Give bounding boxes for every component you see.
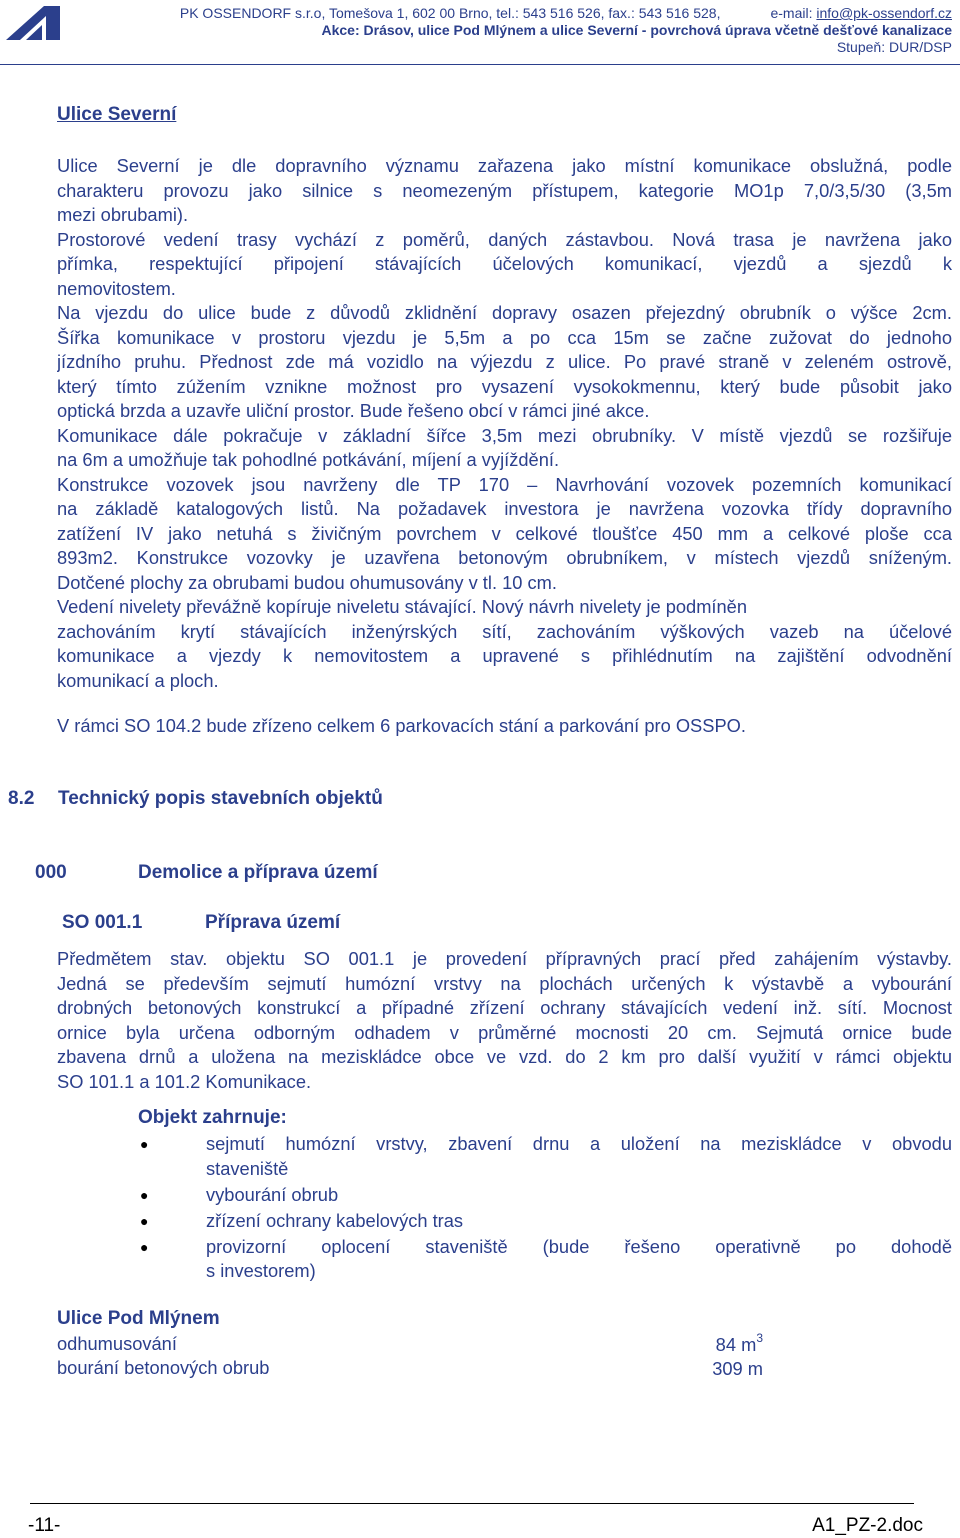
heading-text: Demolice a příprava území: [138, 862, 378, 883]
quantity-row: [57, 1333, 763, 1358]
quantity-label: odhumusování: [57, 1333, 177, 1354]
page-number: -11-: [28, 1515, 61, 1536]
bullet-icon: ●: [140, 1136, 149, 1152]
text-line: komunikací a ploch.: [57, 669, 219, 691]
text-line: přímka, respektující připojení stávajících účelových komunikací, vjezdů a sjezdů k: [57, 253, 952, 274]
header-project: Akce: Drásov, ulice Pod Mlýnem a ulice Severní - povrchová úprava včetně dešťové kanalizace: [321, 22, 952, 38]
text-line: 893m2. Konstrukce vozovky je uzavřena betonovým obrubníkem, v místech vjezdů sníženým.: [57, 547, 952, 568]
text-line: nemovitostem.: [57, 277, 176, 299]
text-line: optická brzda a uzavře uliční prostor. Bude řešeno obcí v rámci jiné akce.: [57, 400, 650, 421]
text-line: Jedná se především sejmutí humózní vrstvy na plochách určených k výstavbě a vybourání: [57, 972, 952, 994]
text-line: zřízení ochrany kabelových tras: [206, 1209, 464, 1231]
heading-number: SO 001.1: [62, 912, 143, 933]
pod-mlynem-title: Ulice Pod Mlýnem: [57, 1308, 220, 1329]
heading-text: Technický popis stavebních objektů: [58, 788, 383, 809]
heading-number: 8.2: [8, 788, 35, 809]
list-item: [140, 1209, 952, 1234]
heading-000: [35, 862, 378, 884]
heading-8-2: [8, 788, 383, 810]
quantity-row: [57, 1357, 763, 1382]
text-line: který tímto zúžením vznikne možnost pro vysazení vysokokmennu, který bude působit jako: [57, 375, 952, 397]
text-line: Prostorové vedení trasy vychází z poměrů, daných zástavbou. Nová trasa je navržena jako: [57, 228, 952, 250]
text-line: zbavena drnů a uložena na meziskládce obce ve vzd. do 2 km pro další využití v rámci objektu: [57, 1046, 952, 1067]
so001-paragraph: [57, 947, 952, 1094]
header-company: PK OSSENDORF s.r.o, Tomešova 1, 602 00 Brno, tel.: 543 516 526, fax.: 543 516 528,: [179, 5, 721, 21]
list-item: [140, 1235, 952, 1284]
text-line: mezi obrubami).: [57, 204, 189, 225]
objekt-bullet-list: [140, 1132, 952, 1285]
bullet-icon: ●: [140, 1212, 149, 1229]
section-title-severni: Ulice Severní: [57, 104, 177, 125]
text-line: drobných betonových konstrukcí a případné zřízení ochrany stávajících vedení inž. sítí. Mocnost: [57, 997, 952, 1018]
text-line: Komunikace dále pokračuje v základní šířce 3,5m mezi obrubníky. V místě vjezdů se rozšiřuje: [57, 424, 952, 446]
text-line: Ulice Severní je dle dopravního významu zařazena jako místní komunikace obslužná, podle: [57, 155, 952, 176]
text-line: Na vjezdu do ulice bude z důvodů zklidnění dopravy osazen přejezdný obrubník o výšce 2cm.: [57, 302, 952, 323]
header-divider: [0, 64, 960, 65]
header-stage: Stupeň: DUR/DSP: [836, 39, 952, 55]
parking-sentence: V rámci SO 104.2 bude zřízeno celkem 6 parkovacích stání a parkování pro OSSPO.: [57, 715, 746, 736]
text-line: sejmutí humózní vrstvy, zbavení drnu a uložení na meziskládce v obvodu: [206, 1133, 952, 1154]
list-item: [140, 1183, 952, 1208]
severni-paragraph: [57, 154, 952, 693]
text-line: SO 101.1 a 101.2 Komunikace.: [57, 1070, 312, 1092]
text-line: provizorní oplocení staveniště (bude řešeno operativně po dohodě: [206, 1235, 952, 1257]
text-line: vybourání obrub: [206, 1183, 339, 1205]
quantity-value: 309 m: [712, 1358, 763, 1380]
quantity-value: 84 $m^3$: [715, 1331, 763, 1356]
bullet-icon: ●: [140, 1186, 149, 1203]
text-line: s investorem): [206, 1260, 316, 1281]
text-line: zachováním krytí stávajících inženýrských sítí, zachováním výškových vazeb na účelové: [57, 620, 952, 642]
footer-divider: [30, 1503, 914, 1504]
company-logo: [6, 6, 60, 40]
text-line: Šířka komunikace v prostoru vjezdu je 5,5m a po cca 15m se začne zužovat do jednoho: [57, 326, 952, 348]
text-line: zatížení IV jako netuhá s živičným povrchem v celkové tloušťce 450 mm a celkové ploše cca: [57, 522, 952, 544]
heading-text: Příprava území: [205, 912, 341, 933]
quantity-label: bourání betonových obrub: [57, 1357, 270, 1378]
text-line: na základě katalogových listů. Na požadavek investora je navržena vozovka třídy dopravního: [57, 498, 952, 519]
objekt-zahrnuje-label: Objekt zahrnuje:: [138, 1107, 287, 1128]
list-item: [140, 1132, 952, 1181]
text-line: Dotčené plochy za obrubami budou ohumusovány v tl. 10 cm.: [57, 571, 557, 593]
text-line: Předmětem stav. objektu SO 001.1 je provedení přípravných prací před zahájením výstavby.: [57, 948, 952, 969]
heading-number: 000: [35, 862, 67, 883]
text-line: na 6m a umožňuje tak pohodlné potkávání, míjení a vyjíždění.: [57, 449, 560, 470]
header-company-line: [180, 5, 952, 21]
text-line: Vedení nivelety převážně kopíruje niveletu stávající. Nový návrh nivelety je podmíněn: [57, 596, 748, 617]
text-line: charakteru provozu jako silnice s neomezeným přístupem, kategorie MO1p 7,0/3,5/30 (3,5m: [57, 179, 952, 201]
header-email-link[interactable]: info@pk-ossendorf.cz: [816, 5, 952, 21]
text-line: jízdního pruhu. Přednost zde má vozidlo na výjezdu z ulice. Po pravé straně v zeleném ostrově,: [57, 351, 952, 372]
document-filename: A1_PZ-2.doc: [812, 1515, 923, 1536]
text-line: Konstrukce vozovek jsou navrženy dle TP 170 – Navrhování vozovek pozemních komunikací: [57, 473, 952, 495]
bullet-icon: ●: [140, 1238, 149, 1255]
heading-so-001-1: [62, 912, 341, 934]
header-email-label: e-mail:: [770, 5, 817, 21]
text-line: staveniště: [206, 1157, 289, 1179]
text-line: ornice byla určena odborným odhadem v průměrné mocnosti 20 cm. Sejmutá ornice bude: [57, 1021, 952, 1043]
text-line: komunikace a vjezdy k nemovitostem a upravené s přihlédnutím na zajištění odvodnění: [57, 645, 952, 666]
